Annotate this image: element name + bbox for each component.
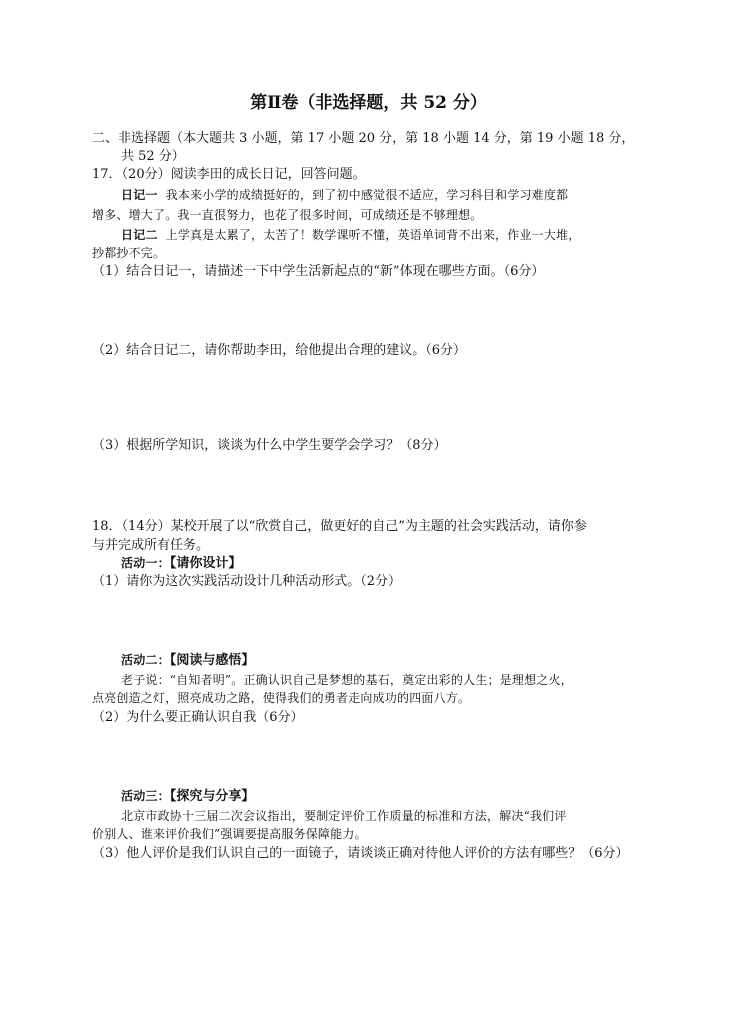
q17-sub3: （3）根据所学知识，谈谈为什么中学生要学会学习？（8分） [92,438,447,453]
activity1-label: 活动一： [121,556,170,570]
section-heading-line2: 共 52 分） [121,149,185,164]
q18-reading-line2: 点亮创造之灯，照亮成功之路，使得我们的勇者走向成功的四面八方。 [92,691,471,705]
q18-share-line2: 价别人、谁来评价我们”强调要提高服务保障能力。 [92,827,367,841]
q18-stem-line2: 与并完成所有任务。 [92,538,210,553]
q17-sub2: （2）结合日记二，请你帮助李田，给他提出合理的建议。（6分） [92,343,467,358]
q17-stem: 17．（20分）阅读李田的成长日记，回答问题。 [92,167,366,182]
q18-activity1 [121,555,241,572]
q18-sub2: （2）为什么要正确认识自我（6分） [92,710,304,725]
diary1-label: 日记一 [121,188,158,202]
q17-sub1: （1）结合日记一，请描述一下中学生活新起点的“新”体现在哪些方面。（6分） [92,264,545,279]
q18-activity3 [121,788,254,805]
paper-title: 第Ⅱ卷（非选择题，共 52 分） [250,93,487,113]
activity1-bracket: 【请你设计】 [169,556,242,571]
q17-diary2-line2: 抄都抄不完。 [92,246,166,260]
activity3-label: 活动三： [121,789,170,803]
q18-activity2 [121,652,254,669]
diary2-label: 日记二 [121,228,158,242]
q17-diary1-line1 [121,187,568,204]
activity3-bracket: 【探究与分享】 [169,789,255,804]
q18-sub3: （3）他人评价是我们认识自己的一面镜子，请谈谈正确对待他人评价的方法有哪些？（6分） [92,846,629,861]
q18-share-line1: 北京市政协十三届二次会议指出，要制定评价工作质量的标准和方法，解决“我们评 [121,809,567,823]
diary1-text1: 我本来小学的成绩挺好的，到了初中感觉很不适应，学习科目和学习难度都 [165,188,569,202]
activity2-bracket: 【阅读与感悟】 [169,653,255,668]
q18-reading-line1: 老子说：“自知者明”。正确认识自己是梦想的基石，奠定出彩的人生；是理想之火， [121,673,573,687]
diary2-text1: 上学真是太累了，太苦了！数学课听不懂，英语单词背不出来，作业一大堆， [165,228,581,242]
q17-diary2-line1 [121,227,580,244]
q18-stem-line1: 18．（14分）某校开展了以“欣赏自己，做更好的自己”为主题的社会实践活动，请你参 [92,519,587,534]
q17-diary1-line2: 增多、增大了。我一直很努力，也花了很多时间，可成绩还是不够理想。 [92,208,483,222]
activity2-label: 活动二： [121,653,170,667]
section-heading-line1: 二、非选择题（本大题共 3 小题，第 17 小题 20 分，第 18 小题 14 分，第 19 小题 18 分， [92,131,635,146]
q18-sub1: （1）请你为这次实践活动设计几种活动形式。（2分） [92,574,402,589]
